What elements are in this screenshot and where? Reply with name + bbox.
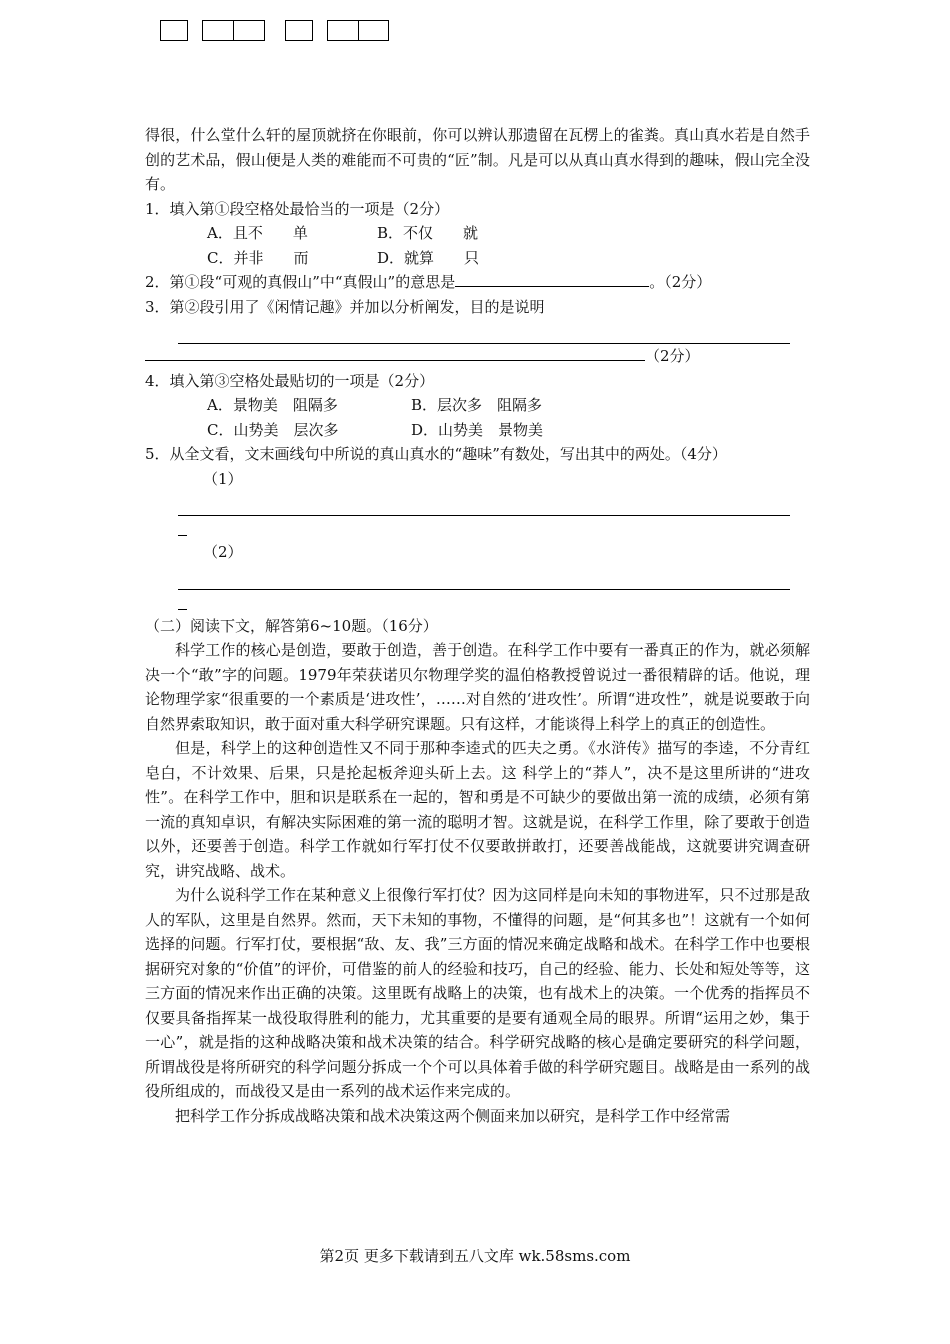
option-a: A．景物美 阻隔多 [207,396,338,414]
answer-line-tail [178,516,187,540]
document-body [145,123,810,1128]
question-5-stem: 5．从全文看，文末画线句中所说的真山真水的“趣味”有数处，写出其中的两处。（4分） [145,445,727,463]
answer-blank[interactable] [455,272,649,287]
paragraph: 把科学工作分拆成战略决策和战术决策这两个侧面来加以研究，是科学工作中经常需 [175,1106,731,1125]
answer-line-tail [178,590,187,614]
answer-line[interactable] [178,319,790,344]
question-2 [145,270,810,295]
header-box [160,20,188,41]
page-footer: 第2页 更多下载请到五八文库 wk.58sms.com [319,1247,631,1265]
option-d: D．山势美 景物美 [411,420,544,439]
option-b: B．层次多 阻隔多 [411,396,543,414]
question-2-score: 。（2分） [649,273,712,291]
sub-answer-label: （2） [203,543,243,561]
answer-line[interactable] [178,491,790,516]
answer-line[interactable] [178,565,790,590]
question-3-stem: 3．第②段引用了《闲情记趣》并加以分析阐发，目的是说明 [145,297,545,316]
question-1-stem: 1．填入第①段空格处最恰当的一项是（2分） [145,199,450,218]
section-heading: （二）阅读下文，解答第6~10题。（16分） [145,616,438,635]
header-box-double [202,20,265,41]
header-box-double [327,20,389,41]
question-3-answer-row [145,344,810,369]
paragraph-continuation: 得很，什么堂什么轩的屋顶就挤在你眼前，你可以辨认那遗留在瓦楞上的雀粪。真山真水若是自然手创的艺术品，假山便是人类的难能而不可贵的“匠”制。凡是可以从真山真水得到的趣味，假山完全没有。 [145,126,810,193]
option-c: C．并非 而 [207,248,309,267]
paragraph: 但是，科学上的这种创造性又不同于那种李逵式的匹夫之勇。《水浒传》描写的李逵，不分青红皂白，不计效果、后果，只是抡起板斧迎头斫上去。这 科学上的“莽人”，决不是这里所讲的“进攻性”。在科学工作中，胆和识是联系在一起的，智和勇是不可缺少的要做出第一流的成绩，必须有第一流的真知卓识，有解决实际困难的第一流的聪明才智。这就是说，在科学工作里，除了要敢于创造以外，还要善于创造。科学工作就如行军打仗不仅要敢拼敢打，还要善战能战，这就要讲究调查研究，讲究战略、战术。 [145,739,810,880]
answer-line[interactable] [145,346,645,361]
question-1-options-row [145,246,810,271]
option-d: D．就算 只 [377,248,480,267]
question-3-score: （2分） [645,347,700,365]
header-boxes [160,20,389,41]
option-b: B．不仅 就 [377,224,479,242]
header-box [285,20,313,41]
question-2-stem: 2．第①段“可观的真假山”中“真假山”的意思是 [145,273,456,291]
question-4-stem: 4．填入第③空格处最贴切的一项是（2分） [145,371,435,390]
question-1-options-row [145,221,810,246]
question-4-options-row [145,393,810,418]
question-4-options-row [145,418,810,443]
paragraph: 科学工作的核心是创造，要敢于创造，善于创造。在科学工作中要有一番真正的作为，就必须解决一个“敢”字的问题。1979年荣获诺贝尔物理学奖的温伯格教授曾说过一番很精辟的话。他说，理论物理学家“很重要的一个素质是‘进攻性’，……对自然的‘进攻性’。所谓“进攻性”，就是说要敢于向自然界索取知识，敢于面对重大科学研究课题。只有这样，才能谈得上科学上的真正的创造性。 [145,641,810,733]
option-a: A．且不 单 [207,224,308,242]
option-c: C．山势美 层次多 [207,420,339,439]
sub-answer-label: （1） [203,469,243,488]
paragraph: 为什么说科学工作在某种意义上很像行军打仗？因为这同样是向未知的事物进军，只不过那是敌人的军队，这里是自然界。然而，天下未知的事物，不懂得的问题，是“何其多也”！这就有一个如何选择的问题。行军打仗，要根据“敌、友、我”三方面的情况来确定战略和战术。在科学工作中也要根据研究对象的“价值”的评价，可借鉴的前人的经验和技巧，自己的经验、能力、长处和短处等等，这三方面的情况来作出正确的决策。这里既有战略上的决策，也有战术上的决策。一个优秀的指挥员不仅要具备指挥某一战役取得胜利的能力，尤其重要的是要有通观全局的眼界。所谓“运用之妙，集于一心”，就是指的这种战略决策和战术决策的结合。科学研究战略的核心是确定要研究的科学问题，所谓战役是将所研究的科学问题分拆成一个个可以具体着手做的科学研究题目。战略是由一系列的战役所组成的，而战役又是由一系列的战术运作来完成的。 [145,886,810,1100]
